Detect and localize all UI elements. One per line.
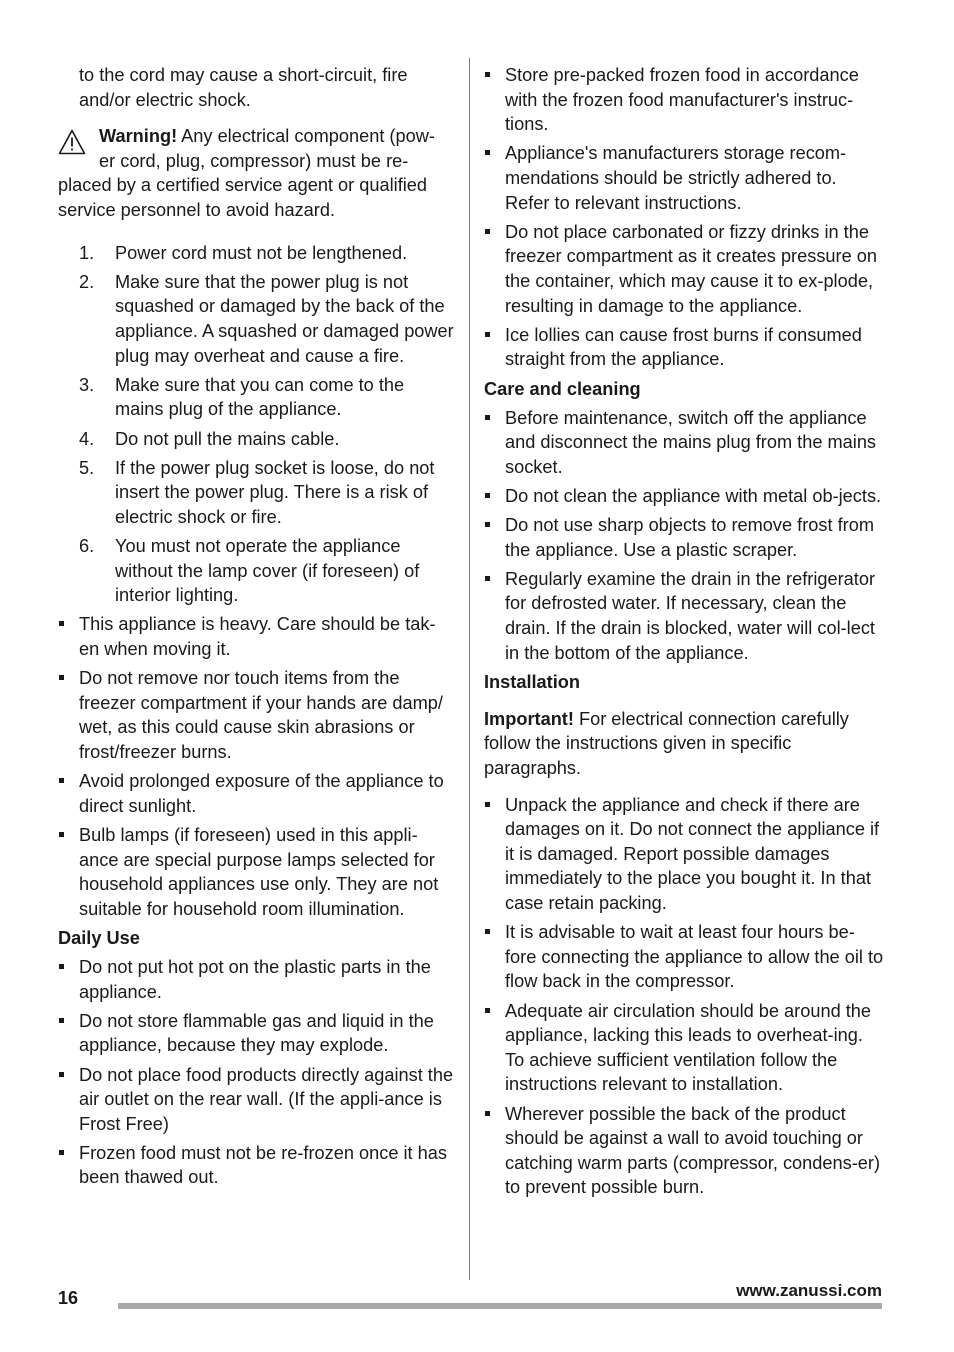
warning-text-3: placed by a certified service agent or qualified service personnel to avoid hazard. [58, 175, 428, 220]
list-item: Adequate air circulation should be around the appliance, lacking this leads to overheat-ing. To achieve sufficient ventilation follow the instructions relevant to installation. [484, 999, 886, 1097]
list-item: Regularly examine the drain in the refrigerator for defrosted water. If necessary, clean the drain. If the drain is blocked, water will col-lect in the bottom of the appliance. [484, 567, 886, 665]
installation-list [484, 793, 886, 1200]
bullet-icon [59, 1018, 64, 1023]
bullet-icon [485, 150, 490, 155]
list-item: Store pre-packed frozen food in accordance with the frozen food manufacturer's instruc-tions. [484, 63, 886, 137]
section-heading-care: Care and cleaning [484, 378, 641, 399]
list-item: Ice lollies can cause frost burns if consumed straight from the appliance. [484, 323, 886, 372]
bullet-icon [485, 576, 490, 581]
bullet-icon [59, 778, 64, 783]
important-text: For electrical connection carefully follow the instructions given in specific paragraphs. [484, 708, 849, 778]
bullet-icon [485, 1008, 490, 1013]
list-item: Frozen food must not be re-frozen once it has been thawed out. [58, 1141, 454, 1190]
important-label: Important! [484, 708, 574, 729]
bullet-icon [485, 1111, 490, 1116]
list-item: Do not clean the appliance with metal ob-jects. [484, 484, 886, 509]
list-item: Do not place food products directly against the air outlet on the rear wall. (If the appli-ance is Frost Free) [58, 1063, 454, 1137]
continuation-text: to the cord may cause a short-circuit, fire and/or electric shock. [79, 65, 408, 110]
list-item: Appliance's manufacturers storage recom-mendations should be strictly adhered to. Refer to relevant instructions. [484, 141, 886, 215]
warning-text-1: Any electrical component (pow- [177, 126, 435, 147]
list-item: Unpack the appliance and check if there are damages on it. Do not connect the appliance if it is damaged. Report possible damages immediately to the place you bought it. In that case retain packing. [484, 793, 886, 916]
bullet-icon [485, 493, 490, 498]
bullet-icon [485, 802, 490, 807]
list-item: Do not use sharp objects to remove frost from the appliance. Use a plastic scraper. [484, 513, 886, 562]
daily-use-list [58, 955, 454, 1190]
bullet-icon [59, 964, 64, 969]
list-item: Do not put hot pot on the plastic parts in the appliance. [58, 955, 454, 1004]
list-item: Do not remove nor touch items from the freezer compartment if your hands are damp/ wet, as this could cause skin abrasions or frost/freezer burns. [58, 666, 454, 764]
list-item: This appliance is heavy. Care should be tak-en when moving it. [58, 612, 454, 661]
warning-label: Warning! [99, 126, 178, 147]
section-heading-daily-use: Daily Use [58, 928, 140, 949]
bullet-icon [59, 1150, 64, 1155]
footer-rule [118, 1303, 882, 1309]
list-item: It is advisable to wait at least four hours be-fore connecting the appliance to allow the oil to flow back in the compressor. [484, 920, 886, 994]
left-column [58, 63, 454, 1195]
list-item: Do not place carbonated or fizzy drinks in the freezer compartment as it creates pressure on the container, which may cause it to ex-plode, resulting in damage to the appliance. [484, 220, 886, 318]
list-item: Before maintenance, switch off the appliance and disconnect the mains plug from the mains socket. [484, 406, 886, 480]
bullet-icon [59, 675, 64, 680]
list-item: 6. You must not operate the appliance without the lamp cover (if foreseen) of interior lighting. [79, 536, 420, 606]
list-item: 3. Make sure that you can come to the mains plug of the appliance. [79, 374, 405, 420]
bullet-icon [485, 522, 490, 527]
important-note [484, 707, 886, 781]
storage-bullet-list [484, 63, 886, 372]
list-item: Wherever possible the back of the product should be against a wall to avoid touching or catching warm parts (compressor, condens-er) to prevent possible burn. [484, 1102, 886, 1200]
warning-triangle-icon [58, 129, 86, 155]
list-item: Do not store flammable gas and liquid in the appliance, because they may explode. [58, 1009, 454, 1058]
bullet-icon [485, 229, 490, 234]
list-item: Avoid prolonged exposure of the appliance to direct sunlight. [58, 769, 454, 818]
care-list [484, 406, 886, 666]
bullet-icon [59, 621, 64, 626]
list-item: 1. Power cord must not be lengthened. [79, 242, 408, 263]
list-item: 5. If the power plug socket is loose, do not insert the power plug. There is a risk of electric shock or fire. [79, 457, 435, 527]
section-heading-installation: Installation [484, 672, 580, 693]
list-item: Bulb lamps (if foreseen) used in this appli-ance are special purpose lamps selected for household appliances use only. They are not suitable for household room illumination. [58, 823, 454, 921]
safety-bullet-list [58, 612, 454, 921]
bullet-icon [485, 415, 490, 420]
bullet-icon [485, 929, 490, 934]
page-number: 16 [58, 1288, 79, 1308]
bullet-icon [59, 832, 64, 837]
list-item: 2. Make sure that the power plug is not squashed or damaged by the back of the appliance. A squashed or damaged power plug may overheat and cause a fire. [79, 271, 454, 366]
bullet-icon [485, 332, 490, 337]
warning-text-2: er cord, plug, compressor) must be re- [99, 150, 409, 171]
column-divider [469, 58, 470, 1280]
numbered-list [58, 241, 454, 608]
bullet-icon [59, 1072, 64, 1077]
footer-url: www.zanussi.com [736, 1281, 882, 1300]
right-column [484, 63, 886, 1204]
bullet-icon [485, 72, 490, 77]
list-item: 4. Do not pull the mains cable. [79, 428, 340, 449]
warning-block [58, 124, 454, 222]
